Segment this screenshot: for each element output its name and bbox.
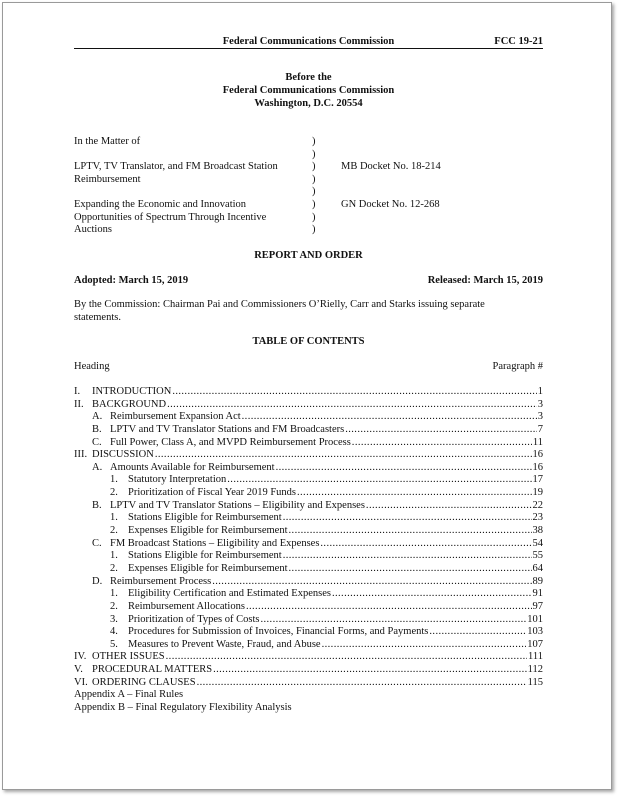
toc-leader-dots bbox=[246, 601, 532, 614]
document-title: REPORT AND ORDER bbox=[254, 250, 363, 261]
toc-entry-number: 5. bbox=[110, 638, 118, 650]
toc-entry-paragraph: 22 bbox=[532, 499, 543, 511]
toc-entry[interactable] bbox=[74, 487, 543, 500]
toc-entry-number: 1. bbox=[110, 512, 118, 524]
toc-leader-dots bbox=[172, 386, 536, 399]
toc-entry[interactable] bbox=[74, 399, 543, 412]
toc-entry-number: II. bbox=[74, 398, 84, 410]
toc-entry-number: 1. bbox=[110, 550, 118, 562]
title-before: Before the bbox=[285, 72, 332, 83]
matter-incentive-auctions: Expanding the Economic and Innovation Opportunities of Spectrum Through Incentive Auctions bbox=[74, 198, 267, 236]
toc-entry-number: III. bbox=[74, 449, 88, 461]
toc-heading-col: Heading bbox=[74, 361, 110, 372]
table-of-contents bbox=[74, 386, 543, 715]
toc-entry-text: Amounts Available for Reimbursement bbox=[110, 461, 275, 473]
toc-entry-number: VI. bbox=[74, 676, 88, 688]
toc-entry-number: 1. bbox=[110, 588, 118, 600]
toc-entry-number: 1. bbox=[110, 474, 118, 486]
toc-entry-paragraph: 16 bbox=[532, 461, 543, 473]
toc-entry[interactable] bbox=[74, 386, 543, 399]
matter-lptv: LPTV, TV Translator, and FM Broadcast Station Reimbursement bbox=[74, 161, 278, 185]
toc-entry[interactable] bbox=[74, 411, 543, 424]
toc-entry-paragraph: 3 bbox=[537, 411, 543, 423]
toc-entry-number: I. bbox=[74, 386, 81, 397]
toc-entry-paragraph: 55 bbox=[532, 550, 543, 562]
toc-entry-text: Reimbursement Process bbox=[110, 575, 212, 587]
toc-entry-paragraph: 112 bbox=[527, 664, 543, 676]
toc-entry[interactable] bbox=[74, 651, 543, 664]
header-agency: Federal Communications Commission bbox=[222, 36, 395, 47]
toc-entry-paragraph: 64 bbox=[532, 562, 543, 574]
toc-entry[interactable] bbox=[74, 474, 543, 487]
toc-entry[interactable] bbox=[74, 664, 543, 677]
docket-mb: MB Docket No. 18-214 bbox=[341, 161, 441, 173]
docket-gn: GN Docket No. 12-268 bbox=[341, 198, 440, 210]
toc-entry-text: Measures to Prevent Waste, Fraud, and Abuse bbox=[128, 638, 321, 650]
toc-entry-paragraph: 16 bbox=[532, 449, 543, 461]
toc-entry-text: Reimbursement Expansion Act bbox=[110, 411, 241, 423]
toc-entry-text: Prioritization of Types of Costs bbox=[128, 613, 260, 625]
toc-leader-dots bbox=[322, 639, 527, 652]
by-commission: By the Commission: Chairman Pai and Commissioners O’Rielly, Carr and Starks issuing separate statements. bbox=[74, 299, 485, 323]
toc-entry[interactable] bbox=[74, 525, 543, 538]
toc-leader-dots bbox=[366, 500, 532, 513]
paren: ) bbox=[312, 198, 316, 210]
toc-entry-text: Full Power, Class A, and MVPD Reimbursement Process bbox=[110, 436, 351, 448]
toc-entry-paragraph: 103 bbox=[527, 626, 543, 638]
header-rule bbox=[74, 48, 543, 49]
toc-leader-dots bbox=[283, 512, 532, 525]
toc-entry-number: IV. bbox=[74, 651, 87, 663]
toc-entry-paragraph: 107 bbox=[527, 638, 543, 650]
toc-leader-dots bbox=[155, 449, 532, 462]
toc-entry-text: Eligibility Certification and Estimated Expenses bbox=[128, 588, 331, 600]
toc-entry-text: BACKGROUND bbox=[92, 398, 167, 410]
toc-entry-text: INTRODUCTION bbox=[92, 386, 172, 397]
toc-entry-number: 2. bbox=[110, 600, 118, 612]
toc-entry-number: C. bbox=[92, 537, 102, 549]
toc-entry[interactable] bbox=[74, 677, 543, 690]
toc-entry-text: FM Broadcast Stations – Eligibility and Expenses bbox=[110, 537, 320, 549]
toc-entry-paragraph: 17 bbox=[532, 474, 543, 486]
paren: ) bbox=[312, 186, 316, 198]
toc-leader-dots bbox=[213, 664, 527, 677]
toc-entry-text: Procedures for Submission of Invoices, Financial Forms, and Payments bbox=[128, 626, 429, 638]
toc-entry[interactable] bbox=[74, 437, 543, 450]
toc-leader-dots bbox=[167, 399, 537, 412]
released-date: Released: March 15, 2019 bbox=[427, 275, 543, 286]
toc-entry[interactable] bbox=[74, 639, 543, 652]
in-the-matter: In the Matter of bbox=[74, 136, 141, 147]
toc-entry[interactable] bbox=[74, 614, 543, 627]
toc-entry-paragraph: 38 bbox=[532, 525, 543, 537]
title-address: Washington, D.C. 20554 bbox=[254, 98, 363, 109]
paren: ) bbox=[312, 136, 316, 147]
toc-entry[interactable] bbox=[74, 449, 543, 462]
toc-leader-dots bbox=[276, 462, 532, 475]
toc-entry[interactable] bbox=[74, 512, 543, 525]
running-header bbox=[74, 36, 543, 49]
toc-entry-paragraph: 1 bbox=[537, 386, 543, 397]
toc-entry[interactable] bbox=[74, 500, 543, 513]
caption-dockets bbox=[341, 136, 441, 212]
toc-leader-dots bbox=[352, 437, 532, 450]
toc-entry-text: LPTV and TV Translator Stations and FM Broadcasters bbox=[110, 423, 345, 435]
toc-entry-paragraph: 23 bbox=[532, 512, 543, 524]
toc-entry[interactable] bbox=[74, 424, 543, 437]
toc-entry-text: DISCUSSION bbox=[92, 449, 154, 461]
toc-entry-text: OTHER ISSUES bbox=[92, 651, 165, 663]
toc-leader-dots bbox=[227, 474, 531, 487]
toc-entry-number: V. bbox=[74, 664, 83, 676]
paren: ) bbox=[312, 148, 316, 160]
toc-leader-dots bbox=[345, 424, 537, 437]
toc-entry-text: LPTV and TV Translator Stations – Eligibility and Expenses bbox=[110, 499, 365, 511]
toc-entry-number: 3. bbox=[110, 613, 118, 625]
toc-leader-dots bbox=[212, 576, 531, 589]
toc-entry-text: PROCEDURAL MATTERS bbox=[92, 664, 213, 676]
toc-entry-text: Prioritization of Fiscal Year 2019 Funds bbox=[128, 487, 296, 499]
toc-entry-number: A. bbox=[92, 411, 103, 423]
toc-entry-text: Stations Eligible for Reimbursement bbox=[128, 512, 282, 524]
toc-entry-text: ORDERING CLAUSES bbox=[92, 676, 196, 688]
toc-entry-text: Reimbursement Allocations bbox=[128, 600, 245, 612]
toc-entry-number: 2. bbox=[110, 525, 118, 537]
toc-entry[interactable] bbox=[74, 626, 543, 639]
toc-entry[interactable] bbox=[74, 538, 543, 551]
toc-entry-paragraph: 89 bbox=[532, 575, 543, 587]
toc-entry-paragraph: 7 bbox=[537, 423, 543, 435]
toc-entry-number: 2. bbox=[110, 562, 118, 574]
toc-entry-text: Expenses Eligible for Reimbursement bbox=[128, 525, 288, 537]
toc-entry[interactable] bbox=[74, 563, 543, 576]
toc-entry-paragraph: 11 bbox=[532, 436, 543, 448]
toc-title: TABLE OF CONTENTS bbox=[252, 336, 365, 347]
toc-leader-dots bbox=[260, 614, 526, 627]
adopted-date: Adopted: March 15, 2019 bbox=[74, 275, 189, 286]
caption-parens bbox=[312, 136, 316, 237]
toc-leader-dots bbox=[429, 626, 526, 639]
toc-entry[interactable] bbox=[74, 550, 543, 563]
toc-leader-dots bbox=[197, 677, 527, 690]
toc-entry-paragraph: 91 bbox=[532, 588, 543, 600]
toc-entry-number: 2. bbox=[110, 487, 118, 499]
toc-leader-dots bbox=[166, 651, 527, 664]
toc-paragraph-col: Paragraph # bbox=[492, 361, 543, 372]
toc-entry-paragraph: 97 bbox=[532, 600, 543, 612]
title-agency: Federal Communications Commission bbox=[222, 85, 395, 96]
toc-entry-number: D. bbox=[92, 575, 103, 587]
toc-entry[interactable] bbox=[74, 588, 543, 601]
toc-entry[interactable] bbox=[74, 576, 543, 589]
toc-leader-dots bbox=[289, 563, 532, 576]
toc-entry[interactable] bbox=[74, 462, 543, 475]
toc-entry-number: 4. bbox=[110, 626, 118, 638]
toc-leader-dots bbox=[242, 411, 537, 424]
toc-leader-dots bbox=[283, 550, 532, 563]
toc-entry-paragraph: 101 bbox=[527, 613, 543, 625]
toc-entry-text: Expenses Eligible for Reimbursement bbox=[128, 562, 288, 574]
toc-entry-number: B. bbox=[92, 423, 102, 435]
toc-appendix[interactable]: Appendix A – Final Rules bbox=[74, 689, 184, 701]
toc-leader-dots bbox=[289, 525, 532, 538]
paren: ) bbox=[312, 211, 316, 223]
paren: ) bbox=[312, 161, 316, 173]
toc-entry-number: B. bbox=[92, 499, 102, 511]
paren: ) bbox=[312, 224, 316, 236]
toc-entry-number: C. bbox=[92, 436, 102, 448]
toc-entry-paragraph: 3 bbox=[537, 398, 543, 410]
toc-entry-paragraph: 19 bbox=[532, 487, 543, 499]
toc-entry-paragraph: 54 bbox=[532, 537, 543, 549]
toc-entry-paragraph: 115 bbox=[527, 676, 543, 688]
toc-entry[interactable] bbox=[74, 601, 543, 614]
paren: ) bbox=[312, 173, 316, 185]
toc-entry-number: A. bbox=[92, 461, 103, 473]
header-fcc-number: FCC 19-21 bbox=[494, 36, 543, 47]
toc-leader-dots bbox=[320, 538, 531, 551]
toc-appendix[interactable]: Appendix B – Final Regulatory Flexibility Analysis bbox=[74, 702, 292, 714]
toc-entry-text: Statutory Interpretation bbox=[128, 474, 227, 486]
toc-entry-paragraph: 111 bbox=[528, 651, 543, 663]
toc-entry-text: Stations Eligible for Reimbursement bbox=[128, 550, 282, 562]
caption-matters bbox=[74, 136, 294, 237]
toc-leader-dots bbox=[332, 588, 532, 601]
toc-leader-dots bbox=[297, 487, 532, 500]
